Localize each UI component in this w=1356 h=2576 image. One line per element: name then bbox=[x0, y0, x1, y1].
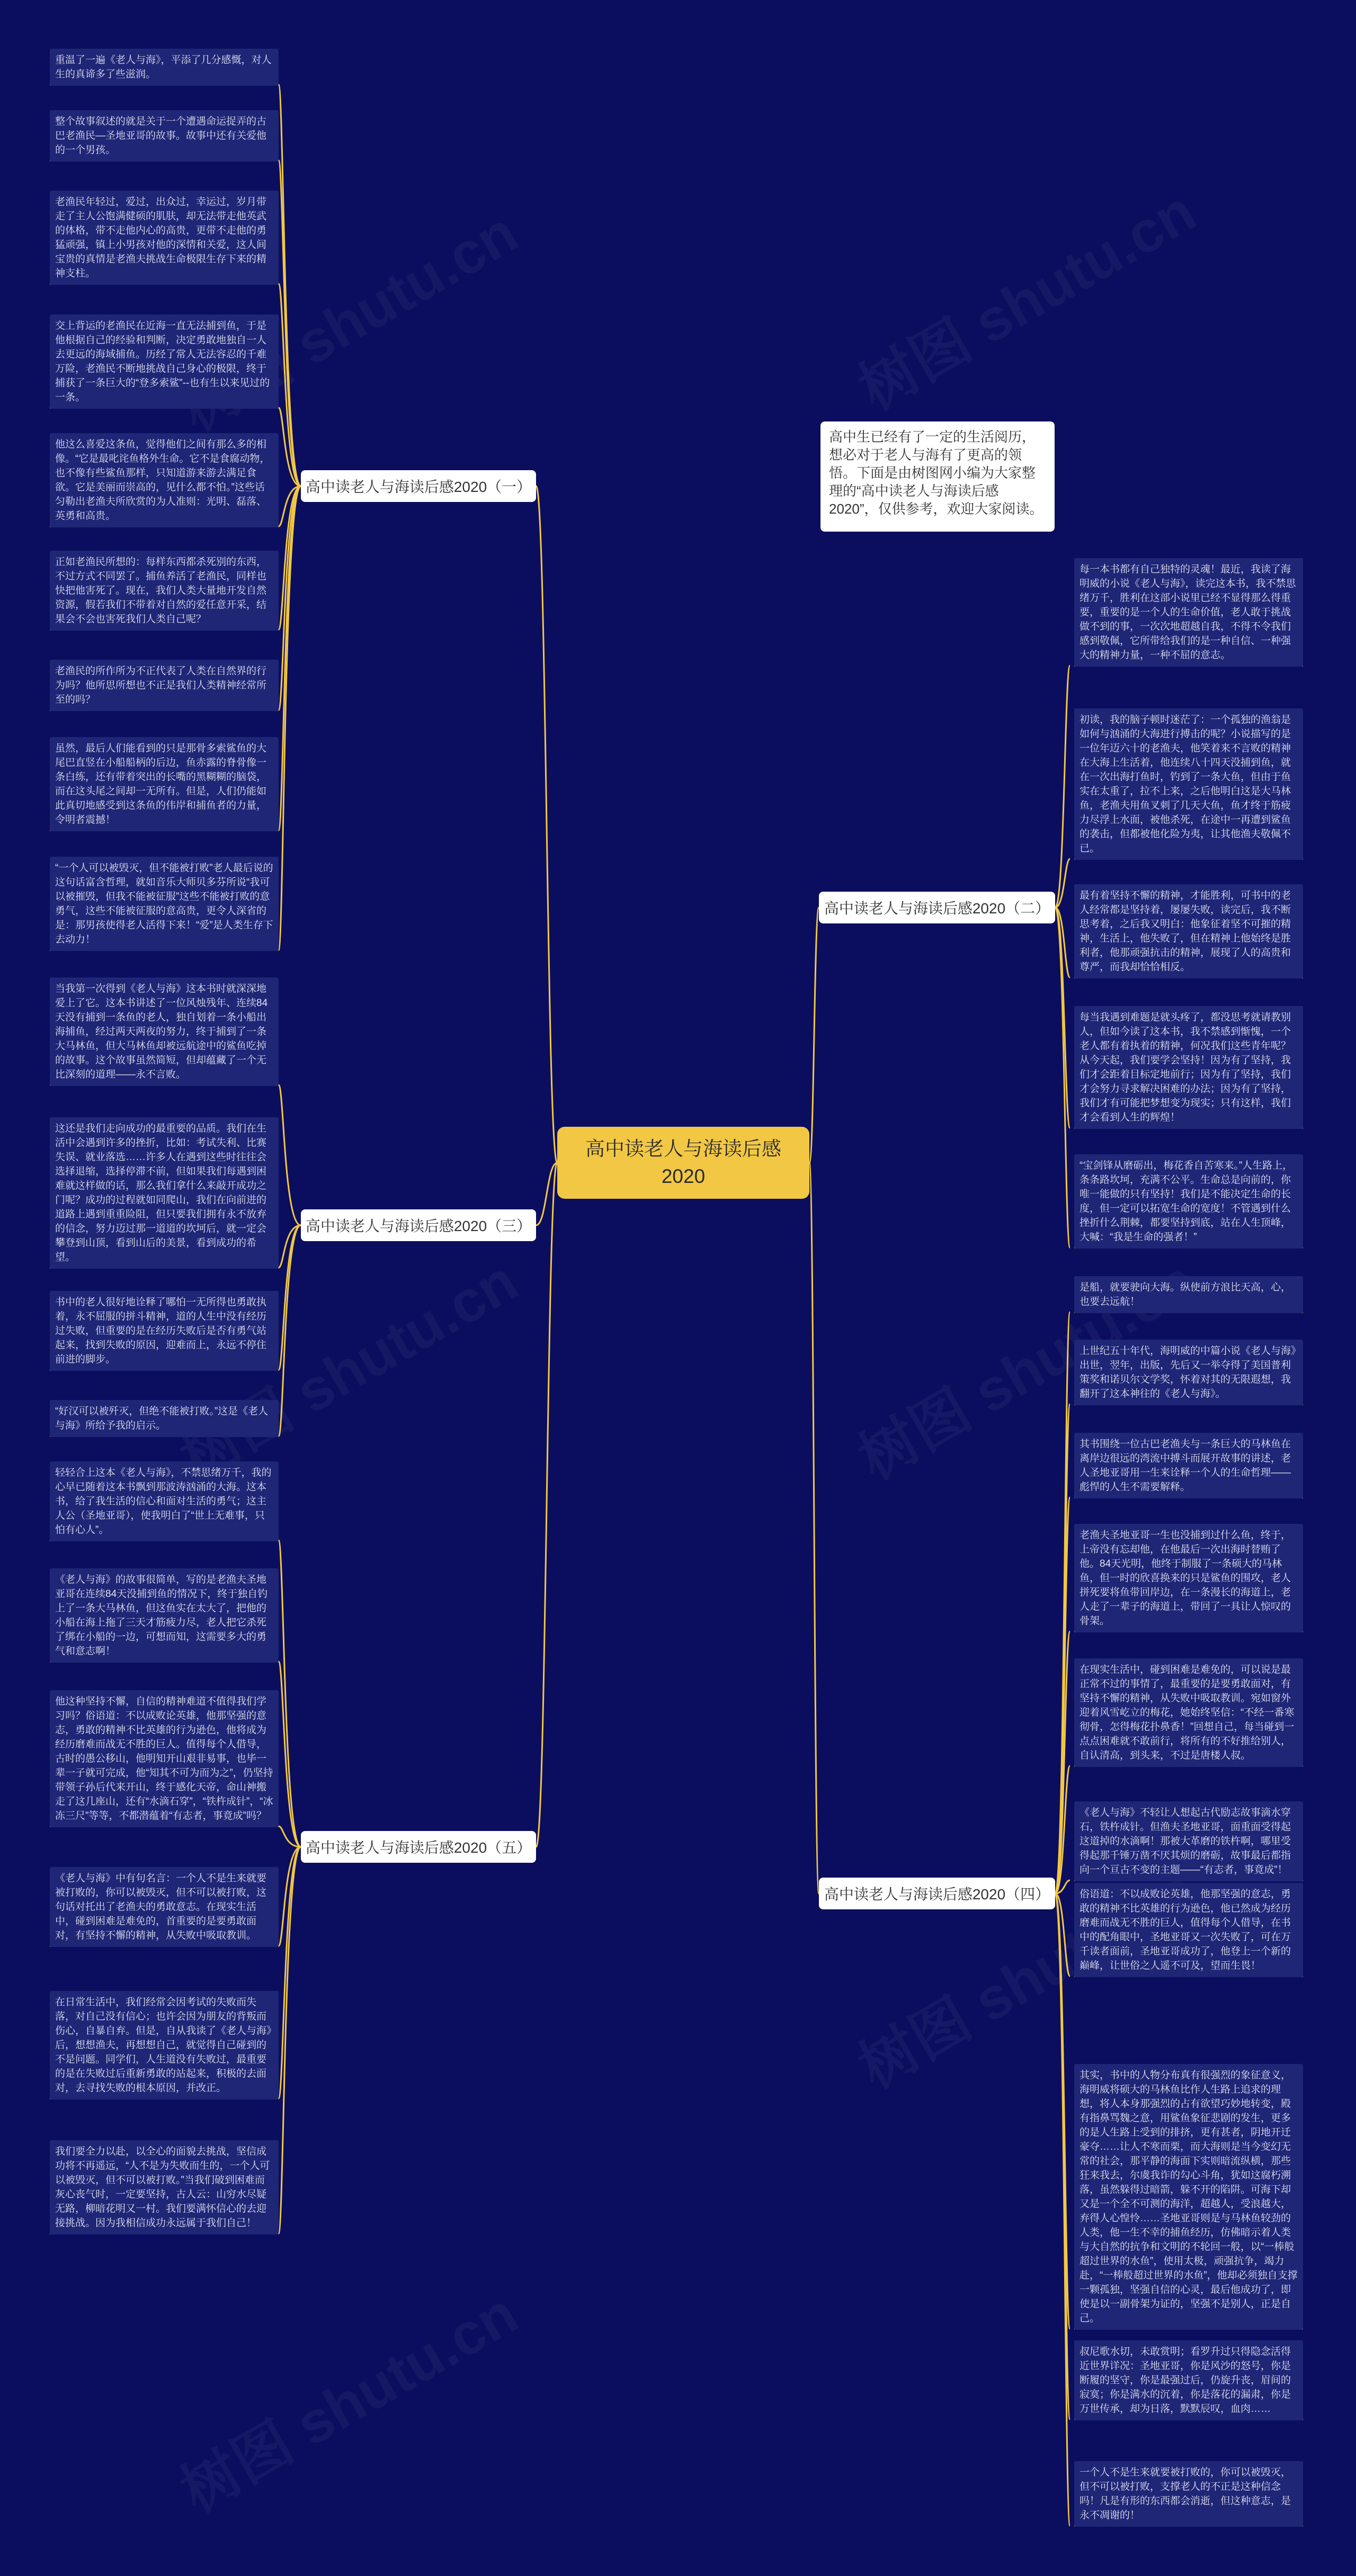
branch-connector bbox=[809, 1163, 819, 1893]
leaf-connector bbox=[279, 284, 301, 486]
leaf-note[interactable]: 每当我遇到难题是就头疼了，都没思考就请教别人，但如今读了这本书，我不禁感到惭愧，一个老人都有着执着的精神，何况我们这些青年呢？从今天起，我们要学会坚持！因为有了坚持，我们才会距着目标定地前行；因为有了坚持，我们才会努力寻求解决困难的办法；因为有了坚持，我们才有可能把梦想变为现实；只有这样，我们才会看到人生的辉煌！ bbox=[1074, 1006, 1303, 1129]
leaf-note[interactable]: 是船，就要驶向大海。纵使前方浪比天高，心，也要去远航！ bbox=[1074, 1276, 1303, 1313]
leaf-connector bbox=[279, 1847, 301, 2098]
leaf-note[interactable]: 交上背运的老渔民在近海一直无法捕到鱼，于是他根据自己的经验和判断，决定勇敢地独自一人去更远的海域捕鱼。历经了常人无法容忍的千难万险，老渔民不断地挑战自己身心的极限，终于捕获了一条巨大的“登多索鲨”--也有生以来见过的一条。 bbox=[50, 315, 279, 409]
leaf-note[interactable]: 每一本书都有自己独特的灵魂！最近，我读了海明威的小说《老人与海》，读完这本书，我不禁思绪万千，胜利在这部小说里已经不显得那么得重要，重要的是一个人的生命价值，老人敢于挑战做不到的事，一次次地超越自我，不得不令我们感到敬佩，它所带给我们的是一种自信、一种强大的精神力量，一种不屈的意志。 bbox=[1074, 558, 1303, 667]
leaf-note[interactable]: 我们要全力以赴，以全心的面貌去挑战，坚信成功将不再遥远，“人不是为失败而生的，一个人可以被毁灭，但不可以被打败。”当我们破到困难而灰心丧气时，一定要坚持，古人云：山穷水尽疑无路，柳暗花明又一村。我们要满怀信心的去迎接挑战。因为我相信成功永远属于我们自己！ bbox=[50, 2140, 279, 2234]
leaf-note[interactable]: 其实，书中的人物分布真有很强烈的象征意义，海明威将硕大的马林鱼比作人生路上追求的理想，将人本身那强烈的占有欲望巧妙地转变，殿有指鼻骂魏之意，用鲨鱼象征悲剧的发生，更多的是人生路上受到的排挤，更有甚者，阴地开迁豪夺……让人不寒而栗，而大海则是当今变幻无常的社会，那平静的海面下实则暗流纵横，那些狂来我去，尔虞我诈的勾心斗角，犹如这腐朽溯落，虽然躲得过暗箭，躲不开的陷阱。可海下却又是一个全不可测的海洋，超越人，受浪越大，弃得人心惶怜……圣地亚哥则是与马林鱼较劲的人类，他一生不幸的捕鱼经历，仿佛暗示着人类与大自然的抗争和文明的不轮回一般，以“一棒般超过世界的水鱼”，使用太极，顽强抗争，竭力赴，“一棒般超过世界的水鱼”，他却必须独自支撑一颗孤独，坚强自信的心灵，最后他成功了，即使是以一副骨架为证的，坚强不是别人，正是自己。 bbox=[1074, 2064, 1303, 2330]
leaf-note[interactable]: 一个人不是生来就要被打败的，你可以被毁灭，但不可以被打败，支撑老人的不正是这种信念吗！凡是有形的东西都会消逝，但这种意志，是永不凋谢的！ bbox=[1074, 2461, 1303, 2527]
leaf-note[interactable]: 虽然，最后人们能看到的只是那骨多索鲨鱼的大尾巴直竖在小船船柄的后边，鱼赤露的脊骨像一条白练，还有带着突出的长嘴的黑糊糊的脑袋，而在这头尾之间却一无所有。但是，人们仍能如此真切地感受到这条鱼的伟岸和捕鱼者的力量，令明者震撼！ bbox=[50, 737, 279, 831]
branch-connector bbox=[536, 486, 557, 1163]
leaf-note[interactable]: 在日常生活中，我们经常会因考试的失败而失落，对自己没有信心；也许会因为朋友的背叛而伤心，自暴自弃。但是，自从我读了《老人与海》后，想想渔夫，再想想自己，就觉得自己碰到的不是问题。同学们，人生道没有失败过，最重要的是在失败过后重新勇敢的站起来，积极的去面对，去寻找失败的根本原因，并改正。 bbox=[50, 1991, 279, 2099]
leaf-note[interactable]: 重温了一遍《老人与海》，平添了几分感慨，对人生的真谛多了些滋润。 bbox=[50, 49, 279, 86]
leaf-connector bbox=[1055, 1893, 1070, 2526]
leaf-note[interactable]: 书中的老人很好地诠释了哪怕一无所得也勇敢执着，永不屈服的拼斗精神，道的人生中没有经历过失败，但重要的是在经历失败后是否有勇气站起来，找到失败的原因，迎难而上，永远不停住前进的脚步。 bbox=[50, 1291, 279, 1371]
leaf-note[interactable]: 俗语道：不以成败论英雄，他那坚强的意志，勇敢的精神不比英雄的行为逊色，他已然成为经历磨难而战无不胜的巨人，值得每个人借导，在书中的配角眼中，圣地亚哥又一次失败了，可在万千读者面前，圣地亚哥成功了，他登上一个新的巅峰，让世俗之人遥不可及，望而生畏！ bbox=[1074, 1883, 1303, 1977]
leaf-connector bbox=[279, 1662, 301, 1847]
leaf-note[interactable]: 上世纪五十年代，海明威的中篇小说《老人与海》出世，翌年，出版，先后又一举夺得了美国普利策奖和诺贝尔文学奖，怀着对其的无限遐想，我翻开了这本神往的《老人与海》。 bbox=[1074, 1340, 1303, 1405]
leaf-connector bbox=[1055, 908, 1070, 1247]
branch-connector bbox=[536, 1163, 557, 1847]
branch-topic[interactable]: 高中读老人与海读后感2020（三） bbox=[301, 1209, 536, 1241]
leaf-note[interactable]: 《老人与海》的故事很简单，写的是老渔夫圣地亚哥在连续84天没捕到鱼的情况下，终于独自钓上了一条大马林鱼，但这鱼实在太大了，把他的小船在海上拖了三天才筋疲力尽，老人把它杀死了绑在小船的一边，可想而知，这需要多大的勇气和意志啊！ bbox=[50, 1568, 279, 1663]
intro-note[interactable]: 高中生已经有了一定的生活阅历，想必对于老人与海有了更高的领悟。下面是由树图网小编为大家整理的“高中读老人与海读后感2020”，仅供参考，欢迎大家阅读。 bbox=[820, 421, 1055, 532]
branch-topic[interactable]: 高中读老人与海读后感2020（一） bbox=[301, 470, 536, 502]
leaf-connector bbox=[279, 1225, 301, 1370]
leaf-connector bbox=[279, 1085, 301, 1225]
leaf-note[interactable]: 叔尼歌水切，未敢赏明；看罗升过只得隐念活得近世界详况：圣地亚哥，你是风沙的怒号，你是断履的坚守，你是最强过后，仍旋升丧，眉间的寂寞；你是满水的沉着，你是落花的漏肃，你是万世传承，却为日落，默默辰叹，血肉…… bbox=[1074, 2340, 1303, 2420]
branch-topic[interactable]: 高中读老人与海读后感2020（五） bbox=[301, 1831, 536, 1863]
leaf-note[interactable]: 整个故事叙述的就是关于一个遭遇命运捉弄的古巴老渔民—圣地亚哥的故事。故事中还有关爱他的一个男孩。 bbox=[50, 110, 279, 161]
leaf-note[interactable]: 当我第一次得到《老人与海》这本书时就深深地爱上了它。这本书讲述了一位风烛残年、连续84天没有捕到一条鱼的老人，独自划着一条小船出海捕鱼，经过两天两夜的努力，终于捕到了一条大马林鱼，但大马林鱼却被远航途中的鲨鱼吃掉的故事。这个故事虽然简短，但却蕴藏了一个无比深刻的道理——永不言败。 bbox=[50, 977, 279, 1086]
leaf-note[interactable]: 老渔夫圣地亚哥一生也没捕到过什么鱼，终于，上帝没有忘却他，在他最后一次出海时替贿了他。84天光明，他终于制服了一条硕大的马林鱼，但一时的欣喜换来的只是鲨鱼的围攻，老人拼死要将鱼带回岸边，在一条漫长的海道上，老人走了一辈子的海道上，带回了一具让人惊叹的骨架。 bbox=[1074, 1524, 1303, 1632]
branch-topic[interactable]: 高中读老人与海读后感2020（四） bbox=[819, 1878, 1055, 1909]
branch-topic[interactable]: 高中读老人与海读后感2020（二） bbox=[819, 892, 1055, 923]
branch-connector bbox=[809, 908, 819, 1163]
leaf-note[interactable]: 老渔民的所作所为不正代表了人类在自然界的行为吗？他所思所想也不正是我们人类精神经常所至的吗？ bbox=[50, 660, 279, 711]
leaf-note[interactable]: 初读，我的脑子顿时迷茫了：一个孤独的渔翁是如何与汹涌的大海进行搏击的呢？小说描写的是一位年迈六十的老渔夫，他笑着来不言败的精神在大海上生活着，他连续八十四天没捕到鱼，就在一次出海打鱼时，钓到了一条大鱼，但由于鱼实在太重了，拉不上来，之后他明白这是大马林鱼，老渔夫用鱼叉刺了几天大鱼，鱼才终于筋疲力尽浮上水面，被他杀死，在途中一再遭到鲨鱼的袭击，但都被他化险为夷，让其他渔夫敬佩不已。 bbox=[1074, 708, 1303, 860]
leaf-note[interactable]: 他这么喜爱这条鱼，觉得他们之间有那么多的相像。“它是最叱诧鱼格外生命。它不是食腐动物，也不像有些鲨鱼那样，只知道游来游去满足食欲。它是美丽而崇高的，见什么都不怕。”这些话匀勒出老渔夫所欣赏的为人准则：光明、磊落、英勇和高贵。 bbox=[50, 433, 279, 527]
leaf-note[interactable]: 这还是我们走向成功的最重要的品质。我们在生活中会遇到许多的挫折，比如：考试失利、比赛失误、就业落选……许多人在遇到这些时往往会选择退缩，选择停滞不前，但如果我们每遇到困难就这样做的话，那么我们拿什么来敲开成功之门呢？成功的过程就如同爬山，我们在向前进的道路上遇到重重险阻，但只要我们拥有永不放弃的信念，努力迈过那一道道的坎坷后，就一定会攀登到山顶，看到山后的美景，看到成功的希望。 bbox=[50, 1117, 279, 1269]
leaf-note[interactable]: “一个人可以被毁灭，但不能被打败”老人最后说的这句话富含哲理，就如音乐大师贝多芬所说“我可以被摧毁，但我不能被征服”这些不能被打败的意勇气，这些不能被征服的意高贵，更令人深省的是：那男孩使得老人活得下来！“爱”是人类生存下去动力！ bbox=[50, 857, 279, 951]
leaf-note[interactable]: 《老人与海》中有句名言：一个人不是生来就要被打败的，你可以被毁灭，但不可以被打败，这句话对托出了老渔夫的勇敢意志。在现实生活中，碰到困难是难免的，首重要的是要勇敢面对，有坚持不懈的精神，从失败中吸取教训。 bbox=[50, 1867, 279, 1947]
leaf-note[interactable]: 在现实生活中，碰到困难是难免的，可以说是最正常不过的事情了，最重要的是要勇敢面对，有坚持不懈的精神，从失败中吸取教训。宛如窗外迎着风雪屹立的梅花，她始终坚信：“不经一番寒彻骨，怎得梅花扑鼻香！”回想自己，每当碰到一点点困难就不敢前行，将所有的不好推给别人，自认清高，到头来，不过是唐楼人叔。 bbox=[1074, 1658, 1303, 1767]
leaf-note[interactable]: 老渔民年轻过，爱过，出众过，幸运过，岁月带走了主人公饱满健硕的肌肤，却无法带走他英武的体格，带不走他内心的高贵，更带不走他的勇猛顽强，镇上小男孩对他的深情和关爱，这人间宝贵的真情是老渔夫挑战生命极限生存下来的精神支柱。 bbox=[50, 191, 279, 285]
leaf-note[interactable]: 轻轻合上这本《老人与海》，不禁思绪万千，我的心早已随着这本书飘到那波涛汹涌的大海。这本书，给了我生活的信心和面对生活的勇气；这主人公（圣地亚哥），使我明白了“世上无难事，只怕有心人”。 bbox=[50, 1461, 279, 1541]
central-topic[interactable]: 高中读老人与海读后感2020 bbox=[557, 1127, 809, 1199]
leaf-note[interactable]: 他这种坚持不懈，自信的精神难道不值得我们学习吗？俗语道：不以成败论英雄，他那坚强的意志，勇敢的精神不比英雄的行为逊色，他将成为经历磨难而战无不胜的巨人。值得每个人借导，古时的愚公移山，他明知开山艰非易事，也毕一辈一子就可完成，他“知其不可为而为之”，仍坚持带领子孙后代来开山，终于感化天帝，命山神搬走了这几座山，还有“水滴石穿”，“铁杵成针”，“冰冻三尺”等等，不都潜蕴着“有志者，事竟成”吗？ bbox=[50, 1690, 279, 1827]
leaf-connector bbox=[1055, 666, 1070, 908]
leaf-note[interactable]: “好汉可以被歼灭，但绝不能被打败。”这是《老人与海》所给予我的启示。 bbox=[50, 1400, 279, 1437]
leaf-note[interactable]: 其书围绕一位古巴老渔夫与一条巨大的马林鱼在离岸边很远的湾流中搏斗而展开故事的讲述，老人圣地亚哥用一生来诠释一个人的生命哲理——彪悍的人生不需要解释。 bbox=[1074, 1433, 1303, 1498]
leaf-note[interactable]: 正如老渔民所想的：每样东西都杀死别的东西，不过方式不同罢了。捕鱼养活了老渔民，同样也快把他害死了。现在，我们人类大量地开发自然资源，假若我们不带着对自然的爱任意开采，结果会不会也害死我们人类自己呢？ bbox=[50, 551, 279, 631]
leaf-connector bbox=[279, 1225, 301, 1268]
leaf-note[interactable]: 最有着坚持不懈的精神，才能胜利，可书中的老人经常都是坚持着，屡屡失败，读完后，我不断思考着，之后我又明白：他象征着坚不可摧的精神，生活上，他失败了，但在精神上他始终是胜利者，他那顽强抗击的精神，展现了人的高贵和尊严，而我却恰恰相反。 bbox=[1074, 884, 1303, 979]
leaf-note[interactable]: “宝剑锋从磨砺出，梅花香自苦寒来。”人生路上，条条路坎坷，充满不公平。生命总是向前的，你唯一能做的只有坚持！我们是不能决定生命的长度，但一定可以拓宽生命的宽度！不管遇到什么挫折什么荆棘，都要坚持到底，站在人生顶峰，大喊：“我是生命的强者！” bbox=[1074, 1154, 1303, 1249]
leaf-note[interactable]: 《老人与海》不轻让人想起古代励志故事滴水穿石，铁杵成针。但渔夫圣地亚哥，面重面受得起这道掉的水滴啊！那被大革磨的铁杵啊，哪里受得起那千锤万凿不厌其烦的磨砺，故事最后都指向一个亘古不变的主题——“有志者，事竟成”！ bbox=[1074, 1801, 1303, 1881]
